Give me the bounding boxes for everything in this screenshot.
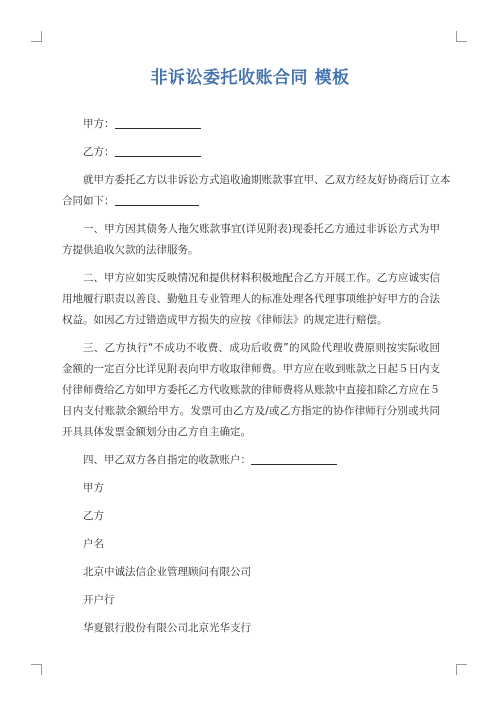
document-body — [62, 114, 451, 639]
party-b-field — [62, 142, 440, 163]
clause-3: 三、乙方执行“不成功不收费、成功后收费”的风险代理收费原则按实际收回金额的一定百分比详见附表向甲方收取律师费。甲方应在收到账款之日起５日内支付律师费给乙方如甲方委托乙方代收账款的律师费将从账款中直接扣除乙方应在５日内支付账款余额给甲方。发票可由乙方及/或乙方指定的协作律师行分别或共同开具具体发票金额划分由乙方自主确定。 — [62, 342, 440, 438]
clause-4-text: 四、甲乙双方各自指定的收款账户： — [83, 454, 251, 466]
bank-name-value: 华夏银行股份有限公司北京光华支行 — [83, 622, 251, 634]
intro-blank[interactable] — [115, 193, 199, 206]
intro-line-1: 就甲方委托乙方以非诉讼方式追收逾期账款事宜甲、乙双方经友好协商后订立本 — [83, 174, 451, 186]
account-name-value: 北京中诚法信企业管理顾问有限公司 — [83, 566, 251, 578]
account-name-label: 户名 — [83, 538, 104, 550]
crop-mark-top-left — [31, 31, 42, 42]
party-a-label: 甲方： — [83, 118, 115, 130]
clause-1: 一、甲方因其债务人拖欠账款事宜(详见附表)现委托乙方通过非诉讼方式为甲方提供追收欠款的法律服务。 — [62, 223, 440, 256]
account-party-b: 乙方 — [83, 510, 104, 522]
crop-mark-top-right — [456, 31, 467, 42]
account-blank[interactable] — [251, 452, 337, 465]
intro-line-2-text: 合同如下： — [62, 195, 115, 207]
clause-4 — [62, 450, 440, 471]
document-title: 非诉讼委托收账合同 模板 — [150, 68, 350, 88]
intro-line-2 — [62, 191, 440, 212]
crop-mark-bottom-right — [456, 664, 467, 675]
account-party-a: 甲方 — [83, 482, 104, 494]
bank-label: 开户行 — [83, 594, 115, 606]
clause-2: 二、甲方应如实反映情况和提供材料积极地配合乙方开展工作。乙方应诚实信用地履行职责以善良、勤勉且专业管理人的标准处理各代理事项维护好甲方的合法权益。如因乙方过错造成甲方损失的应按《律师法》的规定进行赔偿。 — [62, 272, 440, 326]
party-b-blank[interactable] — [115, 144, 201, 157]
crop-mark-bottom-left — [31, 664, 42, 675]
party-a-field — [62, 114, 440, 135]
party-a-blank[interactable] — [115, 116, 201, 129]
party-b-label: 乙方： — [83, 146, 115, 158]
